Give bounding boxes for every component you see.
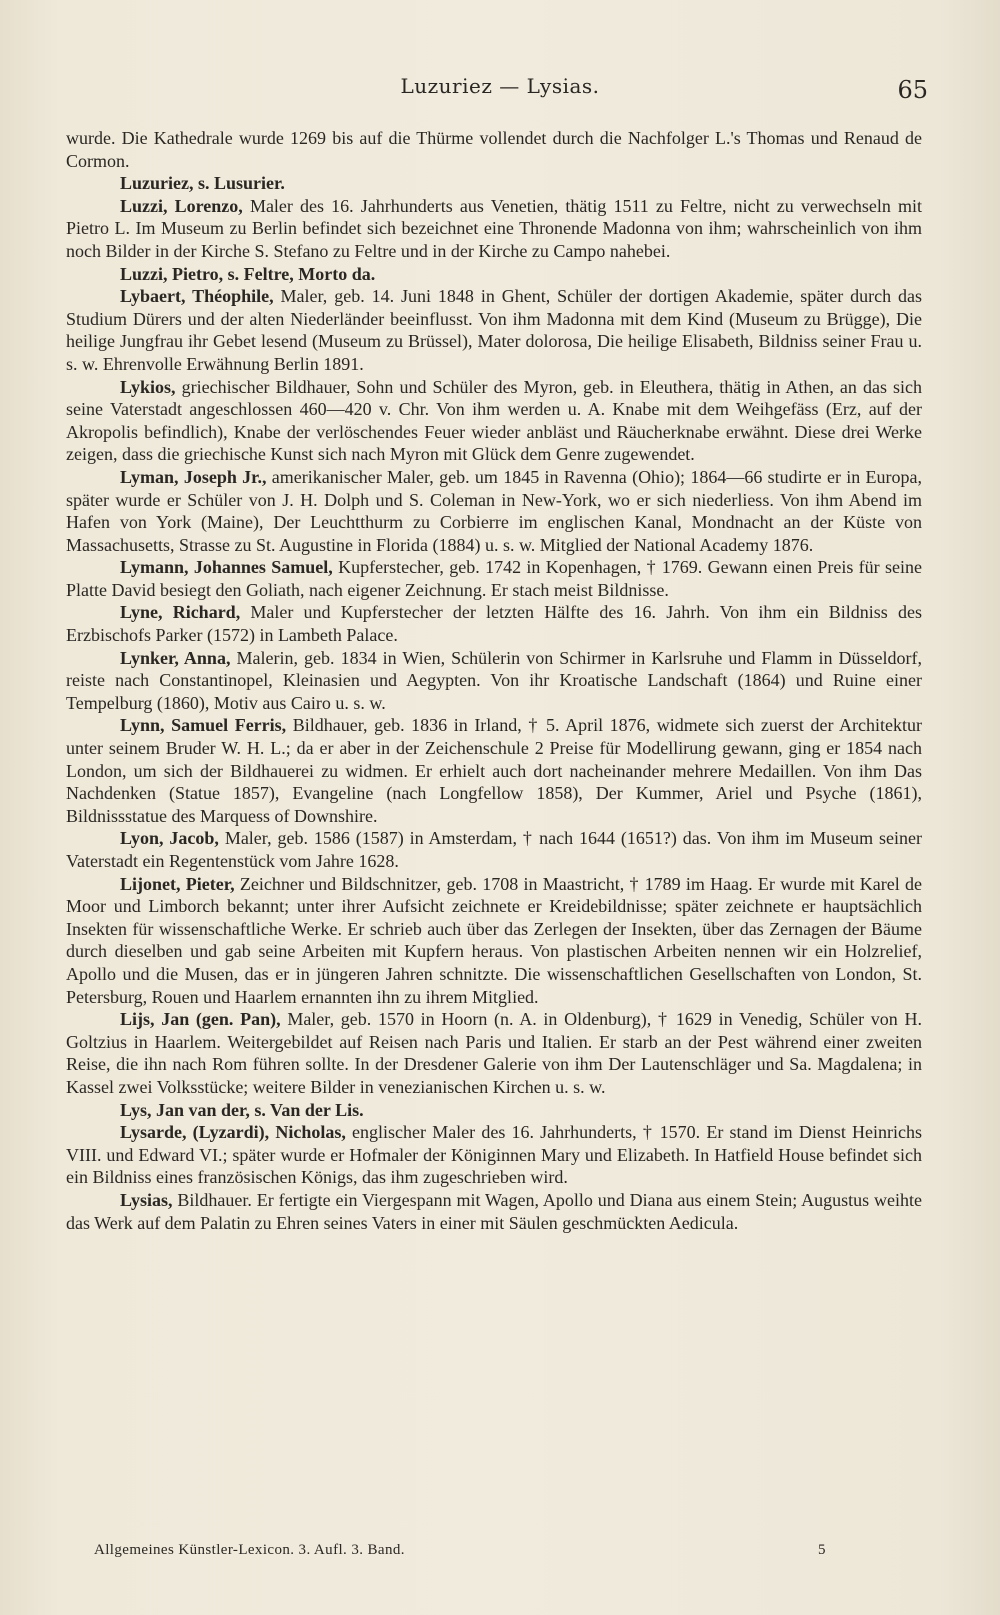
entry-lybaert: Lybaert, Théophile, Maler, geb. 14. Juni 1848 in Ghent, Schüler der dortigen Akademie, später durch das Studium Dürers und der alten Niederländer beeinflusst. Von ihm Madonna mit dem Kind (Museum zu Brügge), Die heilige Jungfrau ihr Gebet lesend (Museum zu Brüssel), Mater dolorosa, Die heilige Elisabeth, Bildniss seiner Frau u. s. w. Ehrenvolle Erwähnung Berlin 1891. xyxy=(66,286,922,374)
entry-luzzi-pietro xyxy=(66,263,922,286)
entry-heading: Lyman, Joseph Jr., xyxy=(120,466,267,487)
page-number: 65 xyxy=(897,76,928,104)
entry-lykios: Lykios, griechischer Bildhauer, Sohn und Schüler des Myron, geb. in Eleuthera, thätig in Athen, an das sich seine Vaterstadt angeschlossen 460—420 v. Chr. Von ihm werden u. A. Knabe mit dem Weihgefäss (Erz, auf der Akropolis befindlich), Knabe der verlöschendes Feuer wieder anbläst und Räucherknabe erwähnt. Diese drei Werke zeigen, dass die griechische Kunst sich nach Myron mit Glück dem Genre zugewendet. xyxy=(66,376,923,465)
entry-heading: Lymann, Johannes Samuel, xyxy=(120,557,333,578)
entry-heading: Lykios, xyxy=(120,376,176,397)
entry-lymann: Lymann, Johannes Samuel, Kupferstecher, geb. 1742 in Kopenhagen, † 1769. Gewann einen Preis für seine Platte David besiegt den Goliath, nach eigener Zeichnung. Er stach meist Bildnisse. xyxy=(66,557,923,600)
entry-lyne: Lyne, Richard, Maler und Kupferstecher der letzten Hälfte des 16. Jahrh. Von ihm ein Bildniss des Erzbischofs Parker (1572) in Lambeth Palace. xyxy=(66,602,922,646)
footer-signature: 5 xyxy=(818,1542,826,1558)
entry-heading: Lynn, Samuel Ferris, xyxy=(120,715,287,736)
entry-continuation: wurde. Die Kathedrale wurde 1269 bis auf die Thürme vollendet durch die Nachfolger L.'s Thomas und Renaud de Cormon. xyxy=(66,128,922,171)
running-head xyxy=(0,74,1000,104)
entry-lyman: Lyman, Joseph Jr., amerikanischer Maler, geb. um 1845 in Ravenna (Ohio); 1864—66 studirte er in Europa, später wurde er Schüler von J. H. Dolph und S. Coleman in New-York, wo er sich niederliess. Von ihm Abend im Hafen von York (Maine), Der Leuchtthurm zu Corbierre im englischen Kanal, Mondnacht an der Küste von Massachusetts, Strasse zu St. Augustine in Florida (1884) u. s. w. Mitglied der National Academy 1876. xyxy=(66,466,923,555)
entry-heading: Lybaert, Théophile, xyxy=(120,286,274,307)
footer-imprint: Allgemeines Künstler-Lexicon. 3. Aufl. 3. Band. xyxy=(94,1542,405,1558)
entry-lijs: Lijs, Jan (gen. Pan), Maler, geb. 1570 in Hoorn (n. A. in Oldenburg), † 1629 in Venedig, Schüler von H. Goltzius in Haarlem. Weitergebildet auf Reisen nach Paris und Italien. Er starb an der Pest während einer zweiten Reise, die ihn nach Rom führen sollte. In der Dresdener Galerie von ihm Der Lautenschläger und Sa. Magdalena; in Kassel zwei Volksstücke; weitere Bilder in venezianischen Kirchen u. s. w. xyxy=(66,1009,922,1097)
entry-lyon: Lyon, Jacob, Maler, geb. 1586 (1587) in Amsterdam, † nach 1644 (1651?) das. Von ihm im Museum seiner Vaterstadt ein Regentenstück vom Jahre 1628. xyxy=(66,828,923,871)
entry-heading: Lijonet, Pieter, xyxy=(120,873,235,894)
entry-heading: Luzzi, Pietro, s. Feltre, Morto da. xyxy=(120,263,376,284)
entry-heading: Luzzi, Lorenzo, xyxy=(120,195,243,216)
entry-luzzi-lorenzo: Luzzi, Lorenzo, Maler des 16. Jahrhunderts aus Venetien, thätig 1511 zu Feltre, nicht zu verwechseln mit Pietro L. Im Museum zu Berlin befindet sich bezeichnet eine Thronende Madonna von ihm; wahrscheinlich von ihm noch Bilder in der Kirche S. Stefano zu Feltre und in der Kirche zu Campo nahebei. xyxy=(66,195,923,261)
entry-heading: Lyon, Jacob, xyxy=(120,828,219,849)
entry-lysias: Lysias, Bildhauer. Er fertigte ein Viergespann mit Wagen, Apollo und Diana aus einem Stein; Augustus weihte das Werk auf dem Palatin zu Ehren seines Vaters in einer mit Säulen geschmückten Aedicula. xyxy=(66,1189,922,1233)
entry-heading: Lyne, Richard, xyxy=(120,602,241,623)
entry-lynn: Lynn, Samuel Ferris, Bildhauer, geb. 1836 in Irland, † 5. April 1876, widmete sich zuerst der Architektur unter seinem Bruder W. H. L.; da er aber in der Zeichenschule 2 Preise für Modellirung gewann, ging er 1854 nach London, um sich der Bildhauerei zu widmen. Er erhielt auch dort nacheinander mehrere Medaillen. Von ihm Das Nachdenken (Statue 1857), Evangeline (nach Longfellow 1858), Der Kummer, Ariel und Psyche (1861), Bildnissstatue des Marquess of Downshire. xyxy=(66,715,922,826)
entry-heading: Lysarde, (Lyzardi), Nicholas, xyxy=(120,1122,346,1143)
entry-heading: Lynker, Anna, xyxy=(120,647,231,668)
entry-lys xyxy=(66,1099,922,1122)
page-footer xyxy=(0,1542,1000,1564)
entry-heading: Lysias, xyxy=(120,1189,173,1210)
entry-heading: Lijs, Jan (gen. Pan), xyxy=(120,1009,281,1030)
lexicon-entries xyxy=(66,127,922,1234)
entry-lynker: Lynker, Anna, Malerin, geb. 1834 in Wien, Schülerin von Schirmer in Karlsruhe und Flamm in Düsseldorf, reiste nach Constantinopel, Kleinasien und Aegypten. Von ihr Kroatische Landschaft (1864) und Ruine einer Tempelburg (1860), Motiv aus Cairo u. s. w. xyxy=(66,647,923,713)
entry-luzuriez xyxy=(66,172,922,195)
running-title: Luzuriez — Lysias. xyxy=(400,74,600,98)
entry-heading: Luzuriez, s. Lusurier. xyxy=(120,173,285,194)
entry-lijonet: Lijonet, Pieter, Zeichner und Bildschnitzer, geb. 1708 in Maastricht, † 1789 im Haag. Er wurde mit Karel de Moor und Limborch bekannt; unter ihrer Aufsicht zeichnete er Kreidebildnisse; später zeichnete er hauptsächlich Insekten für wissenschaftliche Werke. Er schrieb auch über das Zerlegen der Insekten, über das Zernagen der Bäume durch dieselben und gab seine Arbeiten mit Kupfern heraus. Von plastischen Arbeiten nennen wir ein Holzrelief, Apollo und die Musen, das er in jüngeren Jahren schnitzte. Die wissenschaftlichen Gesellschaften von London, St. Petersburg, Rouen und Haarlem ernannten ihn zu ihrem Mitglied. xyxy=(66,873,922,1007)
entry-lysarde: Lysarde, (Lyzardi), Nicholas, englischer Maler des 16. Jahrhunderts, † 1570. Er stand im Dienst Heinrichs VIII. und Edward VI.; später wurde er Hofmaler der Königinnen Mary und Elizabeth. In Hatfield House befindet sich ein Bildniss eines französischen Königs, das ihm zugeschrieben wird. xyxy=(66,1122,923,1188)
entry-heading: Lys, Jan van der, s. Van der Lis. xyxy=(120,1099,364,1120)
